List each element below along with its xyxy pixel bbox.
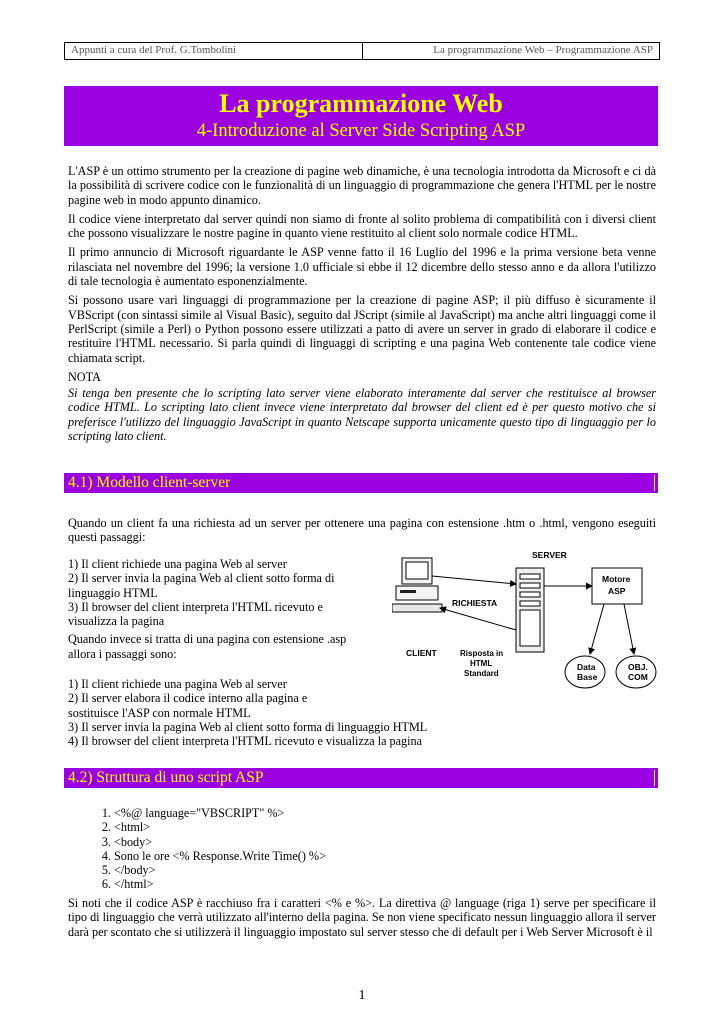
list-item: 4) Il browser del client interpreta l'HTML ricevuto e visualizza la pagina bbox=[68, 734, 423, 749]
paragraph: Il primo annuncio di Microsoft riguardante le ASP venne fatto il 16 Luglio del 1996 e la prima versione beta venne rilasciata nel novembre del 1996; la versione 1.0 ufficiale si ebbe il 12 dicembre dello stesso anno e da allora l'utilizzo di tale tecnologia è aumentato esponenzialmente. bbox=[68, 245, 656, 289]
note-label: NOTA bbox=[68, 369, 101, 384]
response-label: Risposta in bbox=[460, 649, 504, 658]
intro-text bbox=[68, 164, 656, 448]
html-steps-list bbox=[68, 557, 346, 661]
code-line: 1. <%@ language="VBSCRIPT" %> bbox=[114, 806, 326, 820]
list-item: 2) Il server elabora il codice interno alla pagina e bbox=[68, 691, 308, 706]
paragraph: Si possono usare vari linguaggi di programmazione per la creazione di pagine ASP; il più diffuso è sicuramente il VBScript (con sintassi simile al Visual Basic), seguito dal JScript (simile al JavaScript) ma anche altri linguaggi come il PerlScript (simile a Perl) o Python possono essere utilizzati a patto di avere un server in grado di elaborare il codice e restituire l'HTML necessario. Si parla quindi di linguaggi di scripting e una pagina Web contenente tale codice viene chiamata script. bbox=[68, 293, 656, 365]
header-left: Appunti a cura del Prof. G.Tombolini bbox=[71, 44, 237, 56]
paragraph: Il codice viene interpretato dal server quindi non siamo di fronte al solito problema di compatibilità con i diversi client che possono visualizzare le nostre pagine in quanto viene restituito al client solo normale codice HTML. bbox=[68, 211, 656, 241]
client-server-diagram bbox=[392, 546, 658, 694]
asp-engine-label: ASP bbox=[608, 586, 626, 596]
paragraph: L'ASP è un ottimo strumento per la creazione di pagine web dinamiche, è una tecnologia introdotta da Microsoft e ci dà la possibilità di scrivere codice con le funzionalità di un linguaggio di programmazione che genera l'HTML per le nostre pagine web in modo appunto dinamico. bbox=[68, 164, 656, 207]
server-tower-icon bbox=[516, 568, 544, 652]
request-label: RICHIESTA bbox=[452, 598, 498, 608]
list-item: 2) Il server invia la pagina Web al client sotto forma di bbox=[68, 571, 335, 586]
paragraph: Si noti che il codice ASP è racchiuso fra i caratteri <% e %>. La direttiva @ language (riga 1) serve per specificare il tipo di linguaggio che verrà utilizzato all'interno della pagina. Se non viene specificato nessun linguaggio allora il server darà per scontato che si utilizzerà il linguaggio impostato sul server stesso che di default per i Web Server Microsoft è il bbox=[68, 896, 656, 939]
client-computer-icon bbox=[392, 558, 442, 612]
section2-text bbox=[68, 896, 656, 944]
section1-lead bbox=[68, 516, 656, 550]
running-header bbox=[64, 42, 660, 60]
list-item: 1) Il client richiede una pagina Web al server bbox=[68, 677, 287, 691]
list-item: 1) Il client richiede una pagina Web al server bbox=[68, 557, 287, 571]
server-label: SERVER bbox=[532, 550, 567, 560]
header-right: La programmazione Web – Programmazione ASP bbox=[362, 43, 660, 59]
obj-com-label: OBJ. bbox=[628, 662, 648, 672]
list-item: 3) Il browser del client interpreta l'HTML ricevuto e bbox=[68, 599, 323, 614]
code-line: 2. <html> bbox=[114, 820, 326, 834]
list-item: visualizza la pagina bbox=[68, 614, 165, 629]
database-label: Base bbox=[577, 672, 598, 682]
response-label: HTML bbox=[470, 659, 493, 668]
obj-com-label: COM bbox=[628, 672, 648, 682]
paragraph: Quando un client fa una richiesta ad un server per ottenere una pagina con estensione .htm o .html, vengono eseguiti questi passaggi: bbox=[68, 516, 656, 545]
response-label: Standard bbox=[464, 669, 499, 678]
section-heading-script-structure: 4.2) Struttura di uno script ASP bbox=[64, 768, 658, 788]
code-line: 4. Sono le ore <% Response.Write Time() %> bbox=[114, 849, 326, 863]
page-subtitle: 4-Introduzione al Server Side Scripting ASP bbox=[196, 121, 526, 141]
list-item: linguaggio HTML bbox=[68, 585, 158, 600]
title-banner bbox=[64, 86, 658, 146]
database-label: Data bbox=[577, 662, 596, 672]
note-text: Si tenga ben presente che lo scripting lato server viene elaborato interamente dal server che restituisce al browser codice HTML. Lo scripting lato client invece viene interpretato dal browser del client ed è per questo motivo che si preferisce l'utilizzo del linguaggio JavaScript in quanto Netscape supporta unicamente questo tipo di linguaggio per lo scripting lato client. bbox=[68, 386, 656, 444]
list-item: 3) Il server invia la pagina Web al client sotto forma di linguaggio HTML bbox=[68, 719, 428, 734]
section-heading-client-server: 4.1) Modello client-server bbox=[64, 473, 658, 493]
asp-intro-line: allora i passaggi sono: bbox=[68, 646, 177, 661]
client-label: CLIENT bbox=[406, 648, 437, 658]
page-title: La programmazione Web bbox=[219, 89, 503, 118]
list-item: sostituisce l'ASP con normale HTML bbox=[68, 705, 251, 720]
page-number: 1 bbox=[358, 988, 366, 1003]
asp-intro-line: Quando invece si tratta di una pagina con estensione .asp bbox=[68, 632, 347, 647]
asp-engine-label: Motore bbox=[602, 574, 631, 584]
code-listing bbox=[88, 806, 326, 892]
code-line: 6. </html> bbox=[114, 877, 326, 891]
code-line: 5. </body> bbox=[114, 863, 326, 877]
code-line: 3. <body> bbox=[114, 835, 326, 849]
asp-steps-list bbox=[68, 677, 427, 748]
